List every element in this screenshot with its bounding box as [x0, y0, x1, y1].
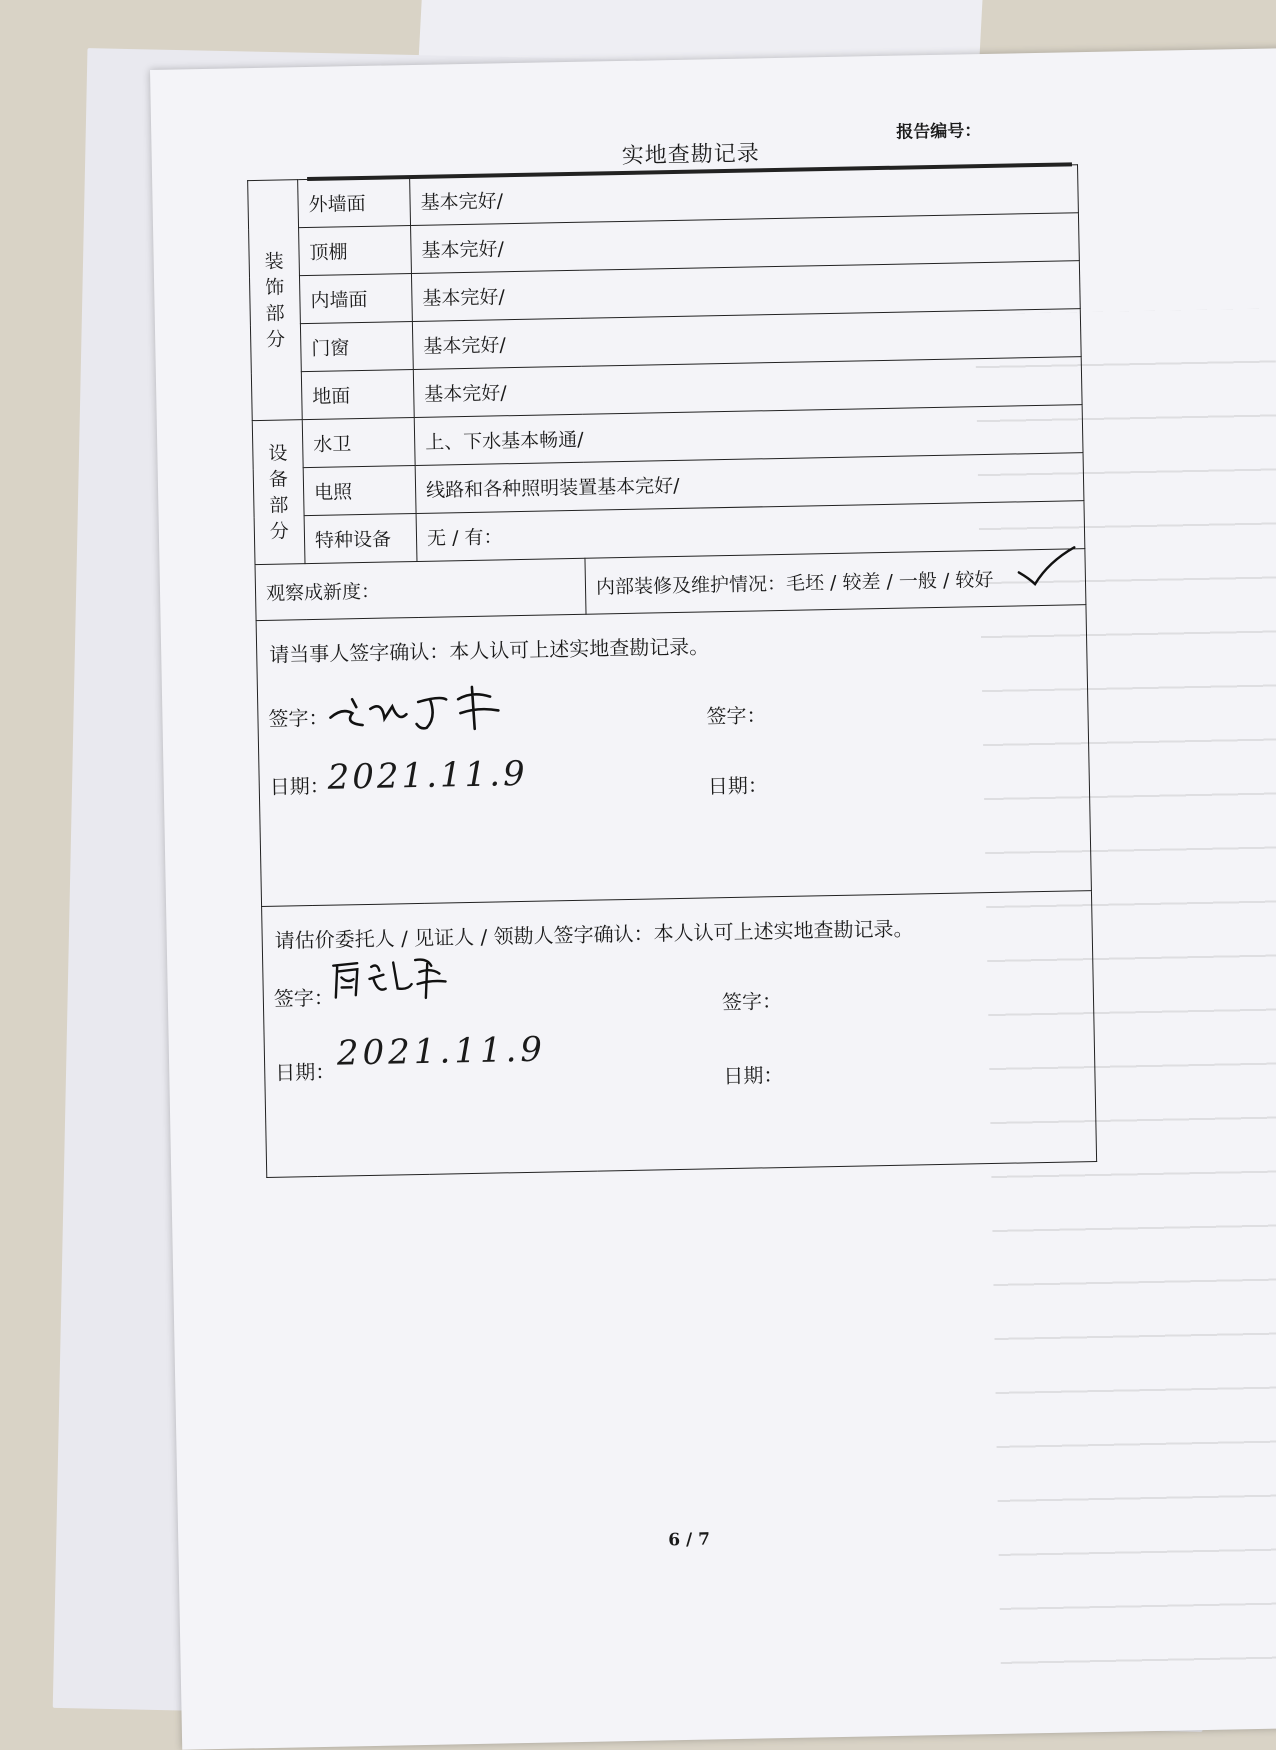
item-label: 水卫: [302, 417, 415, 467]
party-date-label: 日期：: [269, 773, 331, 799]
item-value: 线路和各种照明装置基本完好/: [415, 453, 1084, 514]
page-title: 实地查勘记录: [621, 141, 760, 169]
item-value: 基本完好/: [410, 165, 1079, 226]
equipment-group-label: 设 备 部 分: [252, 420, 305, 565]
survey-record-page: [150, 48, 1276, 1750]
party-sign-label-right: 签字：: [706, 703, 767, 729]
client-confirmation-block: [262, 891, 1097, 1178]
party-date-label-right: 日期：: [707, 773, 769, 799]
decoration-group-label: 装 饰 部 分: [248, 180, 303, 421]
item-value: 基本完好/: [411, 213, 1080, 274]
item-label: 特种设备: [304, 513, 417, 563]
client-handwritten-date: 2021.11.9: [336, 1029, 547, 1074]
item-value: 基本完好/: [413, 357, 1082, 418]
checkmark-icon: [1014, 543, 1085, 588]
client-confirmation-statement: 请估价委托人 / 见证人 / 领勘人签字确认：本人认可上述实地查勘记录。: [274, 916, 914, 953]
client-sign-label-right: 签字：: [721, 989, 783, 1015]
item-value: 上、下水基本畅通/: [414, 405, 1083, 466]
client-signature: [327, 947, 458, 1005]
party-sign-label: 签字：: [268, 705, 329, 731]
client-date-label-right: 日期：: [723, 1063, 784, 1089]
party-confirmation-block: [256, 605, 1091, 907]
item-value: 基本完好/: [411, 261, 1080, 322]
party-handwritten-date: 2021.11.9: [327, 753, 529, 798]
newness-label: 观察成新度：: [255, 558, 586, 620]
client-date-label: 日期：: [275, 1059, 336, 1085]
party-signature: [322, 676, 513, 740]
page-number: 6 / 7: [668, 1529, 711, 1551]
party-confirmation-statement: 请当事人签字确认：本人认可上述实地查勘记录。: [269, 634, 710, 667]
item-value: 无 / 有：: [416, 501, 1085, 562]
item-value: 基本完好/: [412, 309, 1081, 370]
item-label: 顶棚: [299, 226, 412, 276]
item-label: 门窗: [300, 322, 413, 372]
survey-table: [247, 164, 1097, 1178]
item-label: 电照: [303, 465, 416, 515]
maintenance-cell: [585, 549, 1086, 615]
client-sign-label: 签字：: [273, 985, 335, 1011]
report-number-label: 报告编号：: [896, 121, 982, 143]
item-label: 内墙面: [299, 274, 412, 324]
party-confirmation-row: [256, 605, 1091, 907]
item-label: 外墙面: [298, 178, 411, 228]
item-label: 地面: [301, 370, 414, 420]
maintenance-label: 内部装修及维护情况：毛坯 / 较差 / 一般 / 较好: [595, 568, 994, 599]
client-confirmation-row: [262, 891, 1097, 1178]
